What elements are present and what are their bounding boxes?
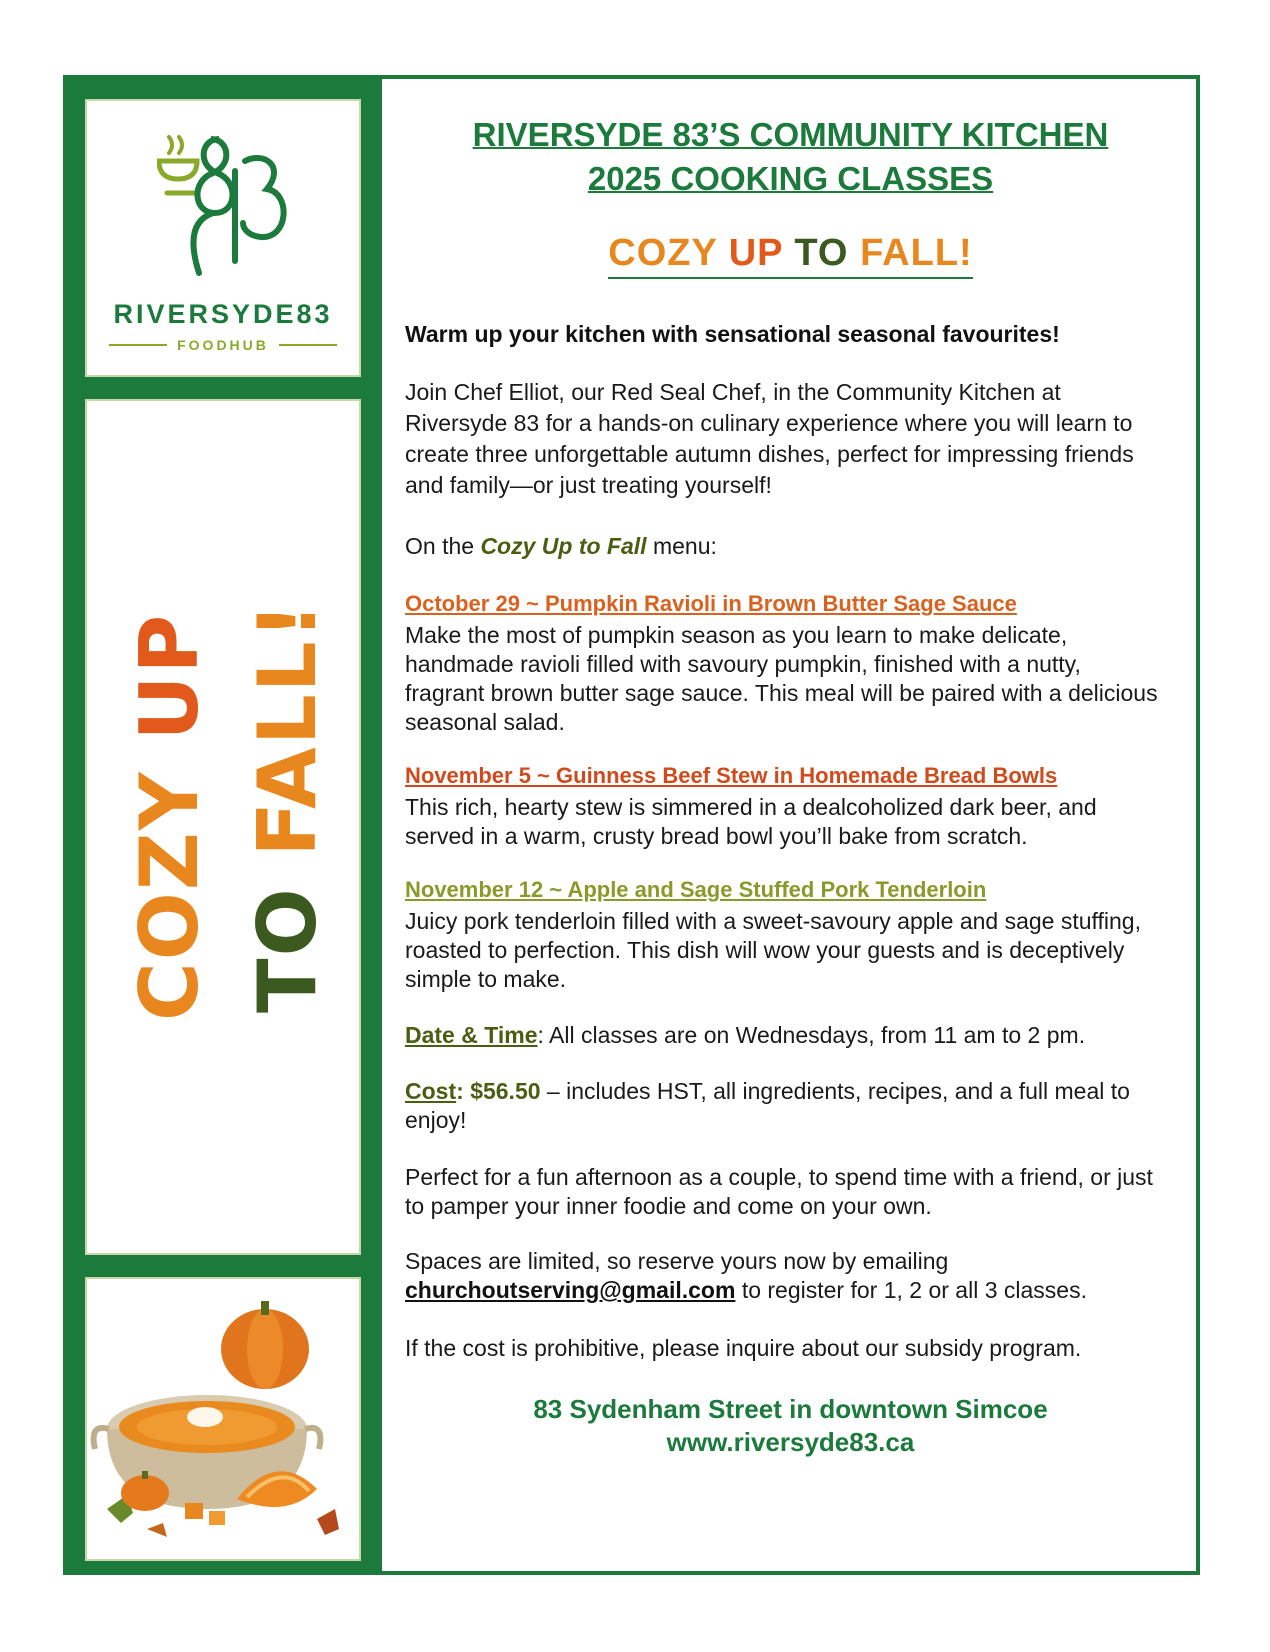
vertical-word-up: UP [123,612,216,741]
class-title-3: November 12 ~ Apple and Sage Stuffed Pork Tenderloin [405,877,987,902]
footer-address: 83 Sydenham Street in downtown Simcoe [533,1394,1048,1424]
vertical-title [87,401,359,1253]
cost-line: Cost: $56.50 – includes HST, all ingredients, recipes, and a full meal to enjoy! [405,1078,1130,1133]
logo-panel [85,99,361,377]
vertical-word-fall: FALL! [241,600,334,857]
soup-panel [85,1277,361,1561]
subtitle-word-up: UP [728,232,783,274]
class-title-2: November 5 ~ Guinness Beef Stew in Homemade Bread Bowls [405,763,1058,788]
footer-website[interactable]: www.riversyde83.ca [666,1427,915,1457]
subtitle-word-fall: FALL! [860,232,973,274]
lead-text: Warm up your kitchen with sensational seasonal favourites! [405,321,1060,347]
footer [385,1393,1196,1459]
date-time-line: Date & Time: All classes are on Wednesdays, from 11 am to 2 pm. [405,1022,1086,1048]
logo-subname [109,337,337,353]
title-line-1: RIVERSYDE 83’S COMMUNITY KITCHEN [472,116,1109,153]
title-line-2: 2025 COOKING CLASSES [587,160,994,197]
logo-divider [109,344,167,346]
intro-paragraph: Join Chef Elliot, our Red Seal Chef, in the Community Kitchen at Riversyde 83 for a hands-on culinary experience where you will learn to create three unforgettable autumn dishes, perfect for impressing friends and family—or just treating yourself! [405,379,1134,498]
subtitle [385,232,1196,279]
subsidy-note: If the cost is prohibitive, please inquire about our subsidy program. [405,1335,1082,1361]
cost-label: Cost [405,1078,457,1104]
email-link[interactable]: churchoutserving@gmail.com [405,1277,736,1303]
registration-paragraph: Spaces are limited, so reserve yours now by emailing churchoutserving@gmail.com to register for 1, 2 or all 3 classes. [405,1248,1087,1303]
date-label: Date & Time [405,1022,538,1048]
class-description-3: Juicy pork tenderloin filled with a sweet-savoury apple and sage stuffing, roasted to perfection. This dish will wow your guests and is deceptively simple to make. [405,908,1141,992]
cost-price: $56.50 [470,1078,541,1104]
svg-text:COZY UP [123,613,216,1021]
subtitle-word-to: TO [794,232,849,274]
svg-text:TO FALL! [241,601,334,1013]
class-description-1: Make the most of pumpkin season as you learn to make delicate, handmade ravioli filled with savoury pumpkin, finished with a nutty, fragrant brown butter sage sauce. This meal will be paired with a delicious seasonal salad. [405,622,1158,735]
vertical-title-panel [85,399,361,1255]
subtitle-word-cozy: COZY [608,232,718,274]
class-title-1: October 29 ~ Pumpkin Ravioli in Brown Butter Sage Sauce [405,591,1017,616]
flyer-frame [63,75,1200,1575]
perfect-paragraph: Perfect for a fun afternoon as a couple, to spend time with a friend, or just to pamper your inner foodie and come on your own. [405,1164,1153,1219]
logo-name: RIVERSYDE83 [113,299,333,329]
sidebar [67,79,382,1571]
vertical-word-to: TO [241,886,334,1013]
menu-name: Cozy Up to Fall [480,533,647,559]
logo-mark-icon [157,131,292,281]
logo-subname-text: FOODHUB [177,337,269,353]
vertical-word-cozy: COZY [123,770,216,1021]
main-content [385,79,1196,1571]
class-description-2: This rich, hearty stew is simmered in a dealcoholized dark beer, and served in a warm, crusty bread bowl you’ll bake from scratch. [405,794,1097,849]
logo-divider [279,344,337,346]
soup-pot-illustration [87,1279,359,1559]
menu-line: On the Cozy Up to Fall menu: [405,533,717,559]
page-title [385,113,1196,201]
